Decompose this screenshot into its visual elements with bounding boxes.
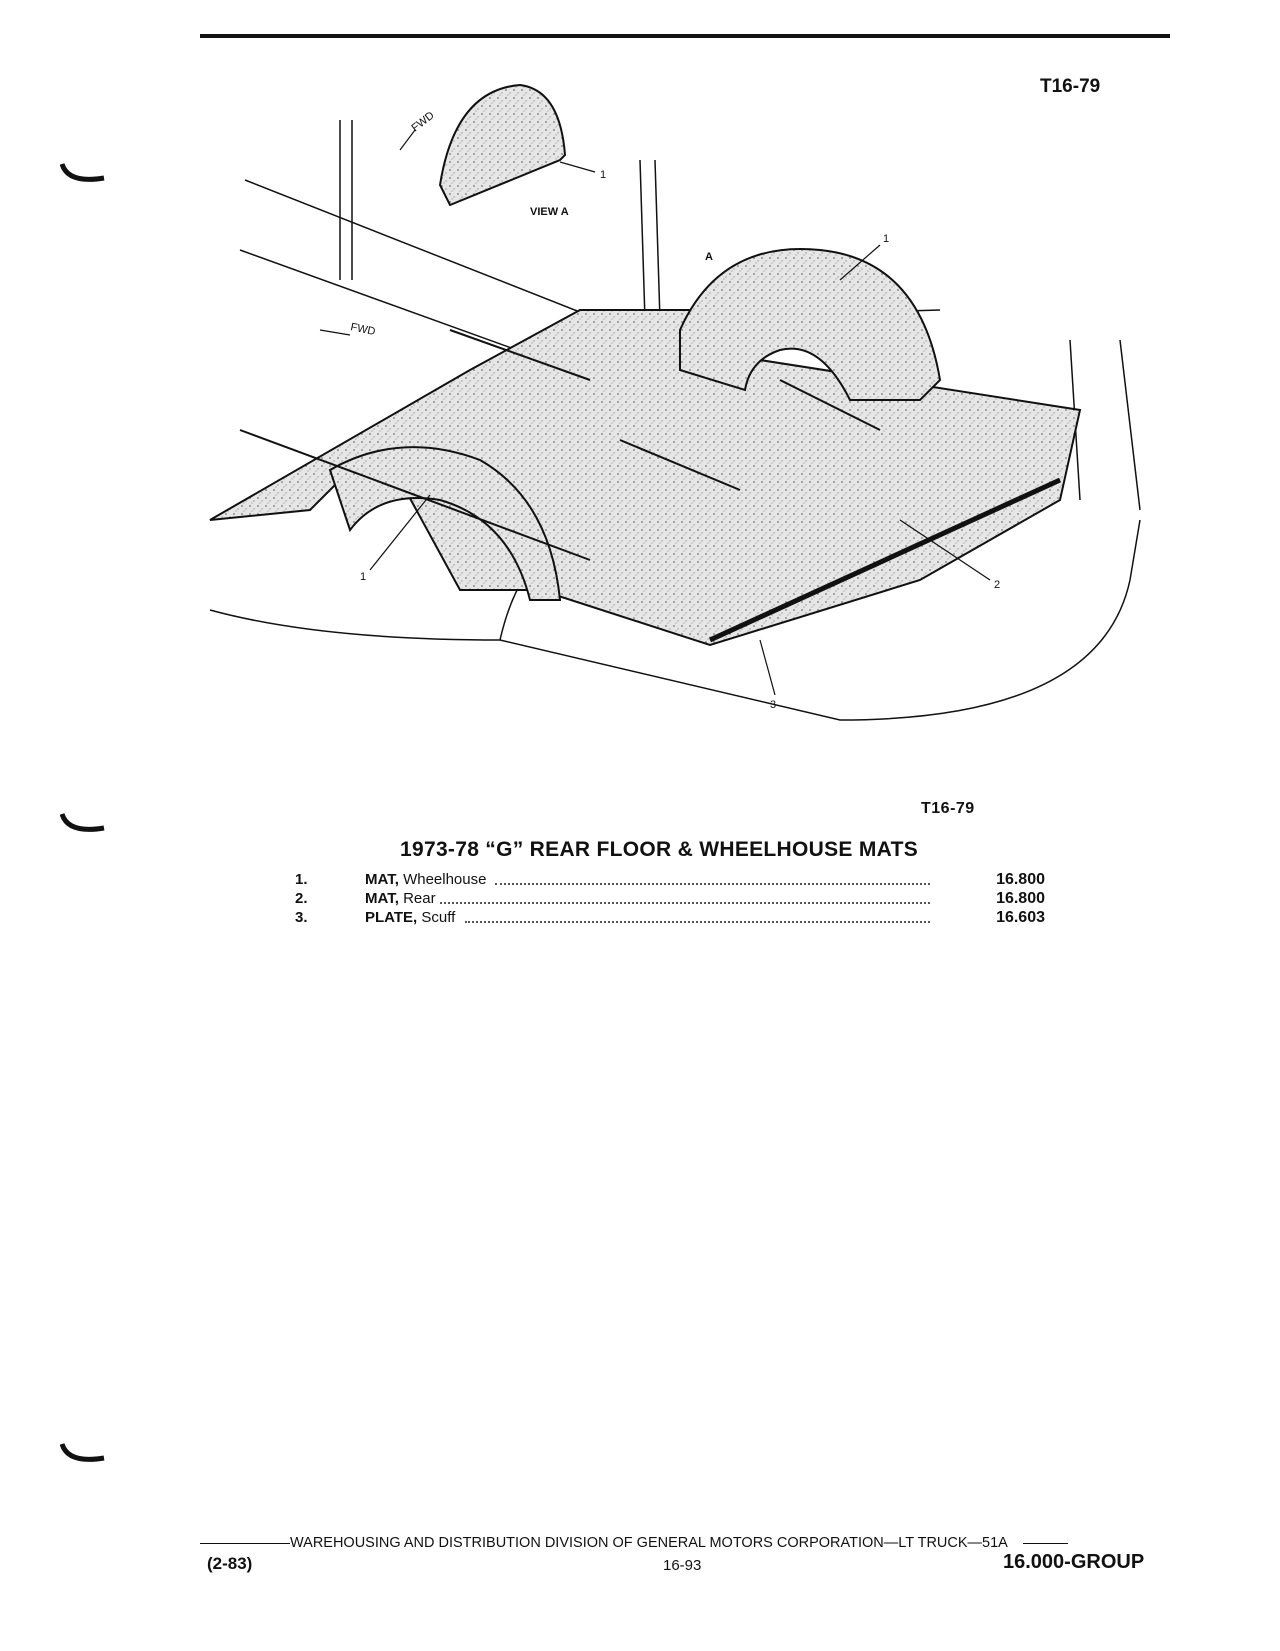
footer-rule [200,1543,290,1544]
part-detail: Wheelhouse [403,871,487,888]
part-number: 1. [295,871,308,888]
figure-reference-code: T16-79 [921,800,975,817]
page-number: 16-93 [663,1557,702,1574]
floor-mat-illustration [200,80,1200,760]
parts-list [295,870,1075,927]
callout-3: 3 [770,699,777,711]
footer-rule [1023,1543,1068,1544]
fwd-label-main: FWD [349,321,377,339]
part-group-number: 16.800 [996,871,1045,888]
part-description [365,870,1255,889]
part-group-number: 16.603 [996,909,1045,926]
part-name: MAT, [365,871,399,888]
reference-code: T16-79 [1040,76,1101,97]
footer-banner [200,1535,1145,1551]
parts-list-row [295,870,1075,889]
callout-1-rear: 1 [883,233,890,245]
fwd-label-inset: FWD [409,109,437,135]
part-number: 2. [295,890,308,907]
view-a-label: VIEW A [530,206,569,218]
binder-hole-mark [60,160,110,190]
section-title: 1973-78 “G” REAR FLOOR & WHEELHOUSE MATS [400,838,919,861]
footer-banner-text: WAREHOUSING AND DISTRIBUTION DIVISION OF GENERAL MOTORS CORPORATION—LT TRUCK—51A [290,1535,1008,1551]
part-number: 3. [295,909,308,926]
dot-leader [495,883,930,885]
part-name: MAT, [365,890,399,907]
binder-hole-mark [60,1440,110,1470]
view-a-pointer: A [705,251,713,263]
dot-leader [465,921,930,923]
revision-date: (2-83) [207,1554,253,1573]
callout-2: 2 [994,579,1001,591]
part-name: PLATE, [365,909,418,926]
view-a-wheelhouse-detail [440,85,565,205]
binder-hole-mark [60,810,110,840]
dot-leader [440,902,930,904]
part-group-number: 16.800 [996,890,1045,907]
part-description [365,889,1255,908]
part-description [365,908,1255,927]
callout-1-inset: 1 [600,169,607,181]
part-detail: Scuff [421,909,456,926]
top-rule [200,34,1170,38]
callout-1-front: 1 [360,571,367,583]
group-number: 16.000-GROUP [1003,1551,1145,1573]
part-detail: Rear [403,890,436,907]
parts-list-row [295,908,1075,927]
parts-list-row [295,889,1075,908]
